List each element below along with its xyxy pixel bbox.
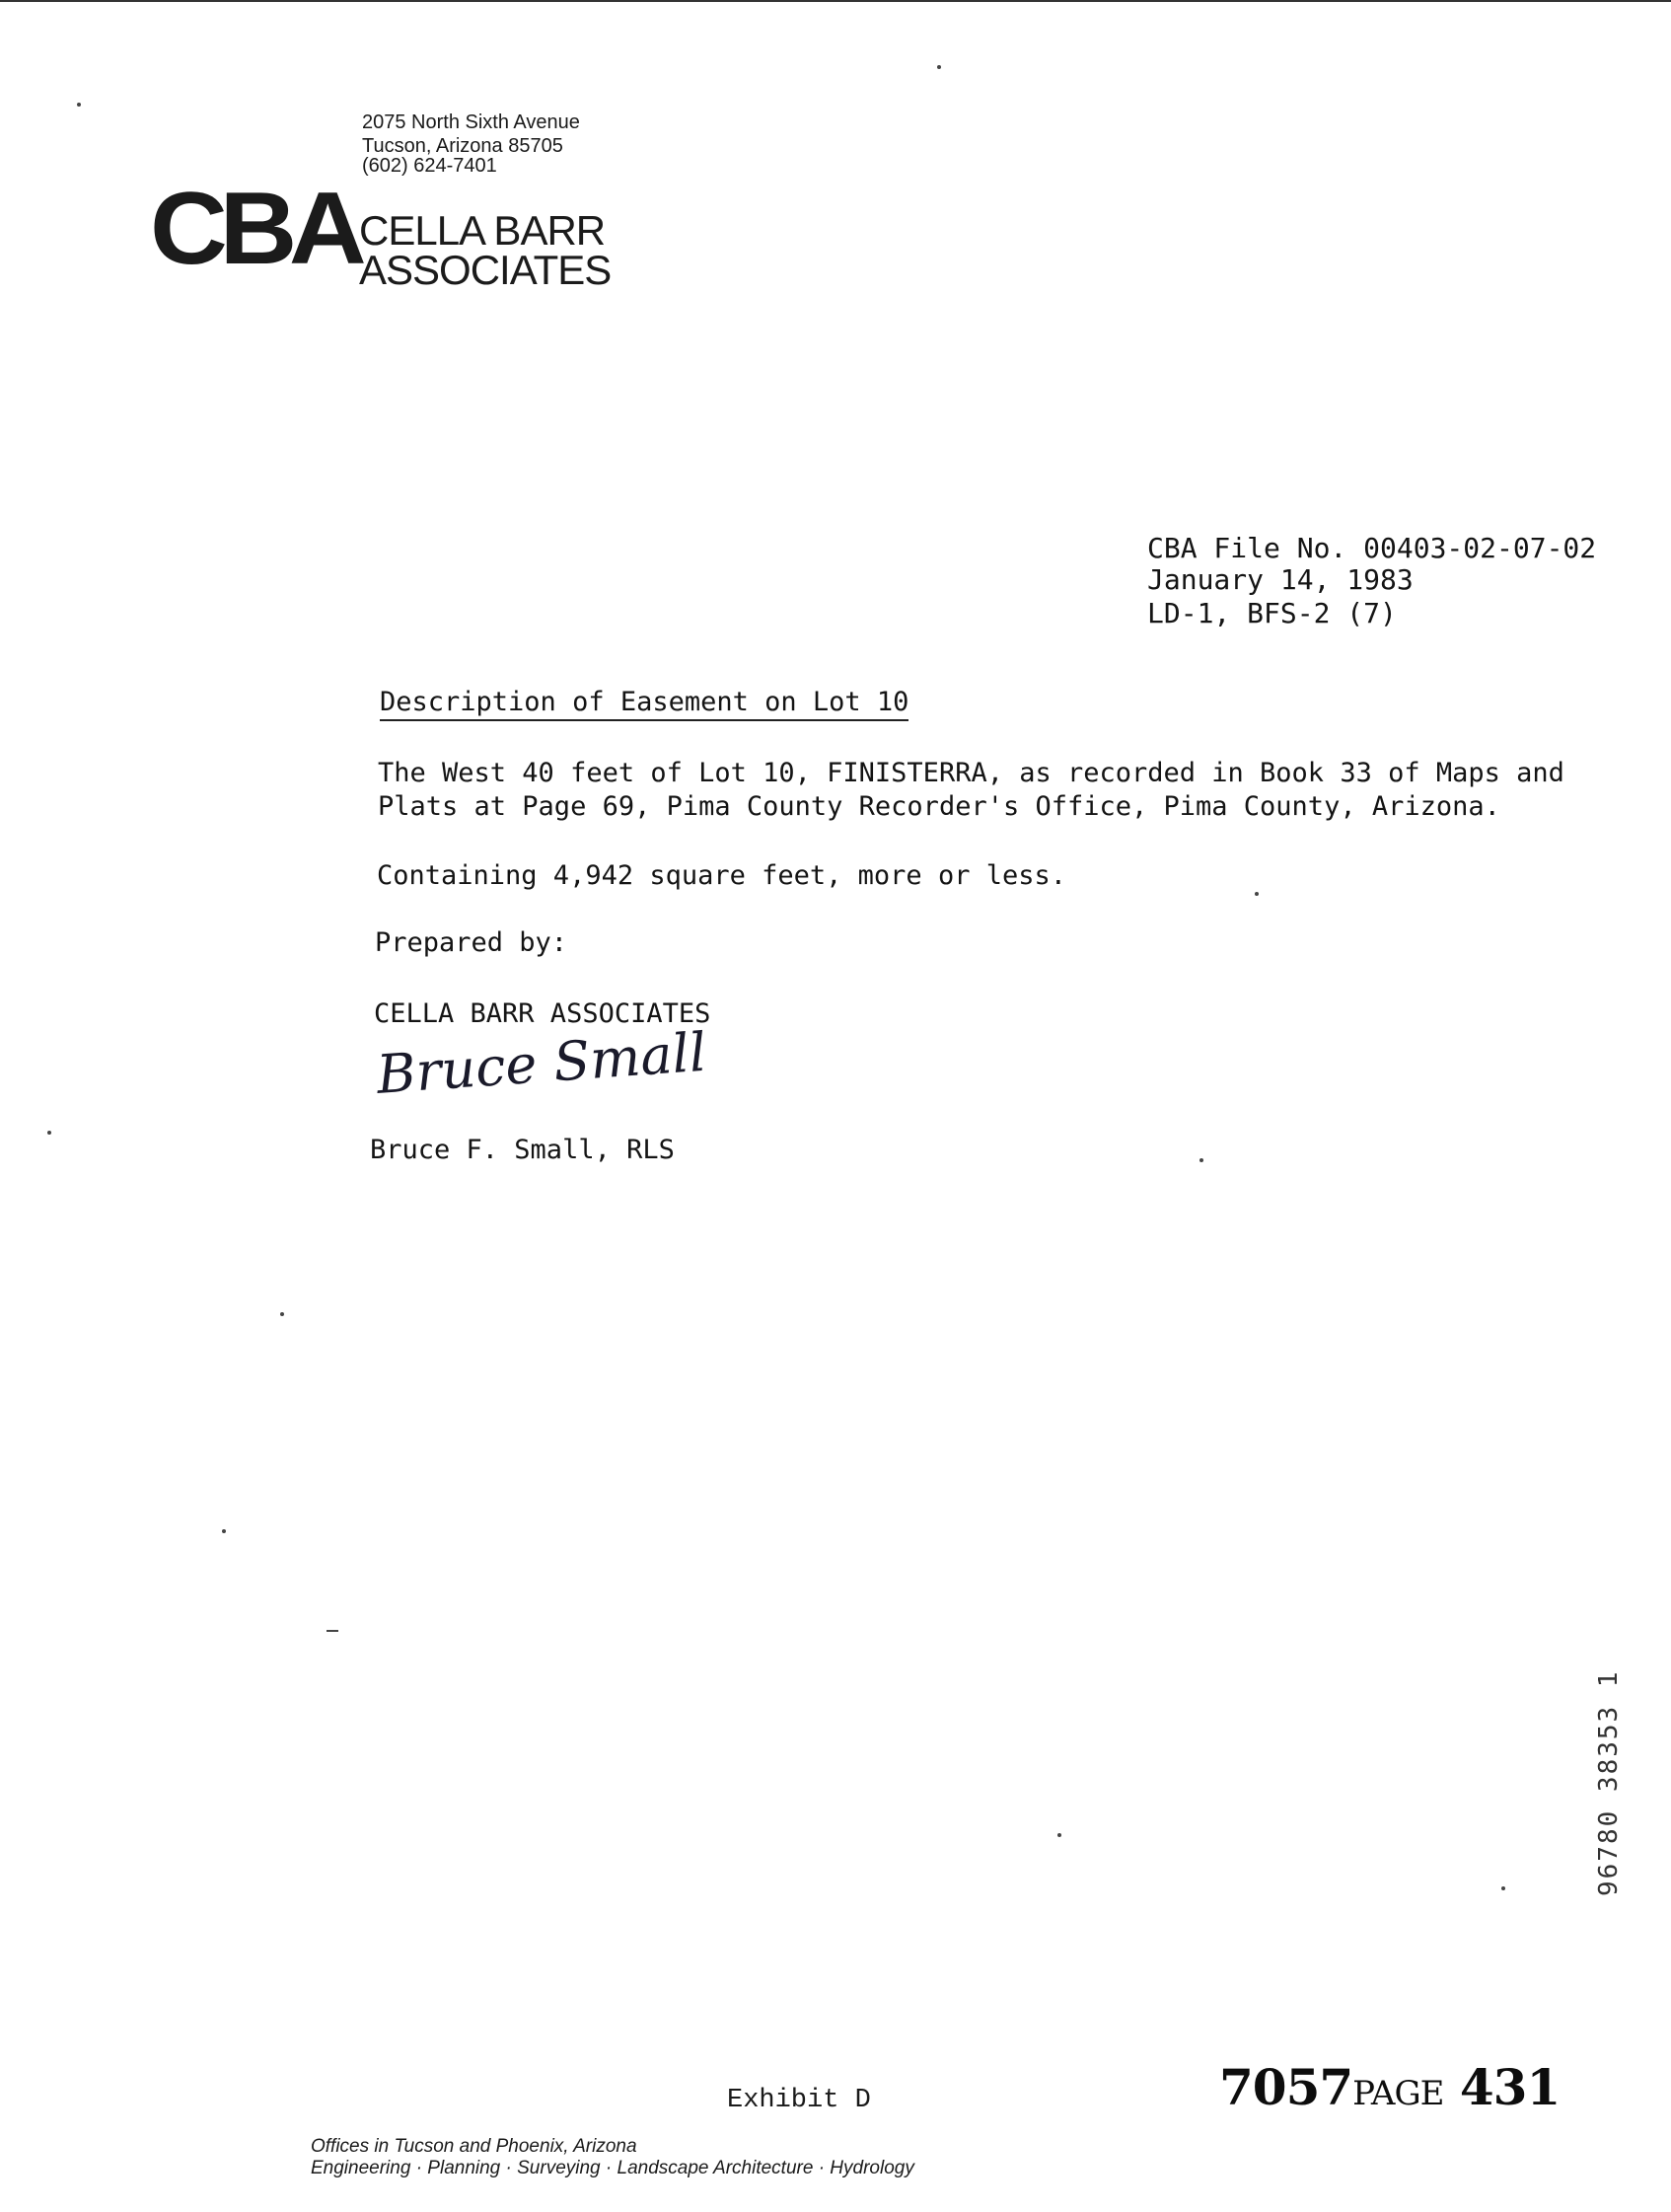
letterhead-company-line2: ASSOCIATES [359,247,612,293]
footer-services: Engineering · Planning · Surveying · Landscape Architecture · Hydrology [311,2158,914,2178]
letterhead-company-line1: CELLA BARR [359,207,606,254]
letterhead-address-line2: Tucson, Arizona 85705 [362,135,563,157]
document-title: Description of Easement on Lot 10 [380,687,908,721]
scan-speck [327,1630,338,1632]
side-recording-number: 96780 38353 1 [1594,1669,1624,1896]
letterhead-address-line1: 2075 North Sixth Avenue [362,111,580,133]
description-line1: The West 40 feet of Lot 10, FINISTERRA, as recorded in Book 33 of Maps and [378,758,1564,788]
recording-page-label: PAGE [1352,2074,1444,2113]
scan-speck [1501,1886,1505,1890]
letterhead-phone: (602) 624-7401 [362,155,497,177]
cba-logo: CBA [150,172,359,286]
firm-name: CELLA BARR ASSOCIATES [374,998,711,1029]
exhibit-label: Exhibit D [727,2086,871,2115]
recording-stamp [1219,2058,1560,2116]
recording-book: 7057 [1219,2058,1353,2116]
recording-page: 431 [1459,2058,1561,2116]
scan-speck [1255,892,1259,896]
scan-speck [77,103,81,107]
scan-speck [280,1312,284,1316]
prepared-by-label: Prepared by: [375,927,568,958]
scan-speck [937,65,941,69]
scan-speck [1199,1158,1203,1162]
scan-speck [1057,1833,1061,1837]
scan-speck [47,1131,51,1135]
file-number: CBA File No. 00403-02-07-02 [1147,532,1597,564]
description-line2: Plats at Page 69, Pima County Recorder's Office, Pima County, Arizona. [378,791,1500,822]
signature: Bruce Small [374,1020,708,1106]
footer-offices: Offices in Tucson and Phoenix, Arizona [311,2136,637,2157]
scan-speck [222,1529,226,1533]
page-top-edge [0,0,1671,2]
area-statement: Containing 4,942 square feet, more or less. [377,860,1066,891]
signer-name: Bruce F. Small, RLS [370,1135,675,1165]
reference-code: LD-1, BFS-2 (7) [1147,597,1397,629]
document-date: January 14, 1983 [1147,563,1414,596]
